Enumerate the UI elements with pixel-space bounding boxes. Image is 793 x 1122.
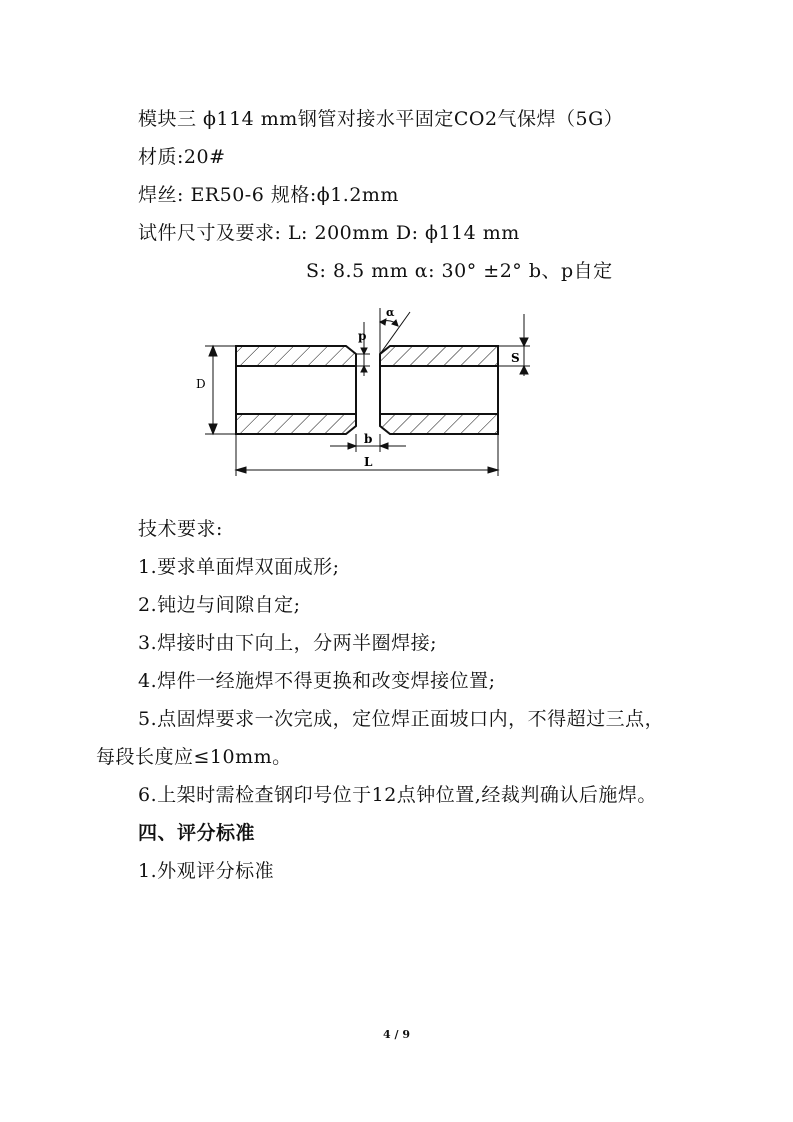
- right-pipe: [380, 346, 498, 434]
- page-number: 4 / 9: [383, 1028, 410, 1041]
- wire-line: 焊丝: ER50-6 规格:ϕ1.2mm: [138, 184, 399, 206]
- requirement-item: 5.点固焊要求一次完成，定位焊正面坡口内，不得超过三点，: [138, 708, 665, 730]
- subsection-appearance: 1.外观评分标准: [138, 860, 275, 882]
- dimension-s: [498, 314, 530, 376]
- pipe-joint-diagram: [0, 300, 793, 500]
- label-d: D: [196, 377, 206, 391]
- requirement-item: 6.上架时需检查钢印号位于12点钟位置,经裁判确认后施焊。: [138, 784, 657, 806]
- material-line: 材质:20#: [138, 146, 226, 168]
- label-s: S: [511, 351, 520, 365]
- left-pipe: [236, 346, 356, 434]
- label-alpha: α: [386, 306, 395, 319]
- requirement-item: 3.焊接时由下向上，分两半圈焊接;: [138, 632, 438, 654]
- requirement-item: 2.钝边与间隙自定;: [138, 594, 301, 616]
- dimension-d: [205, 346, 236, 434]
- label-l: L: [364, 455, 373, 469]
- spec-line-1: 试件尺寸及要求: L: 200mm D: ϕ114 mm: [138, 222, 520, 244]
- section-title-scoring: 四、评分标准: [138, 822, 256, 844]
- requirement-item-continued: 每段长度应≤10mm。: [96, 746, 292, 768]
- module-title: 模块三 ϕ114 mm钢管对接水平固定CO2气保焊（5G）: [138, 108, 624, 130]
- requirement-item: 1.要求单面焊双面成形;: [138, 556, 340, 578]
- label-p: p: [358, 329, 367, 343]
- label-b: b: [364, 432, 373, 446]
- requirements-title: 技术要求:: [138, 518, 223, 540]
- requirement-item: 4.焊件一经施焊不得更换和改变焊接位置;: [138, 670, 496, 692]
- spec-line-2: S: 8.5 mm α: 30° ±2° b、p自定: [306, 260, 613, 282]
